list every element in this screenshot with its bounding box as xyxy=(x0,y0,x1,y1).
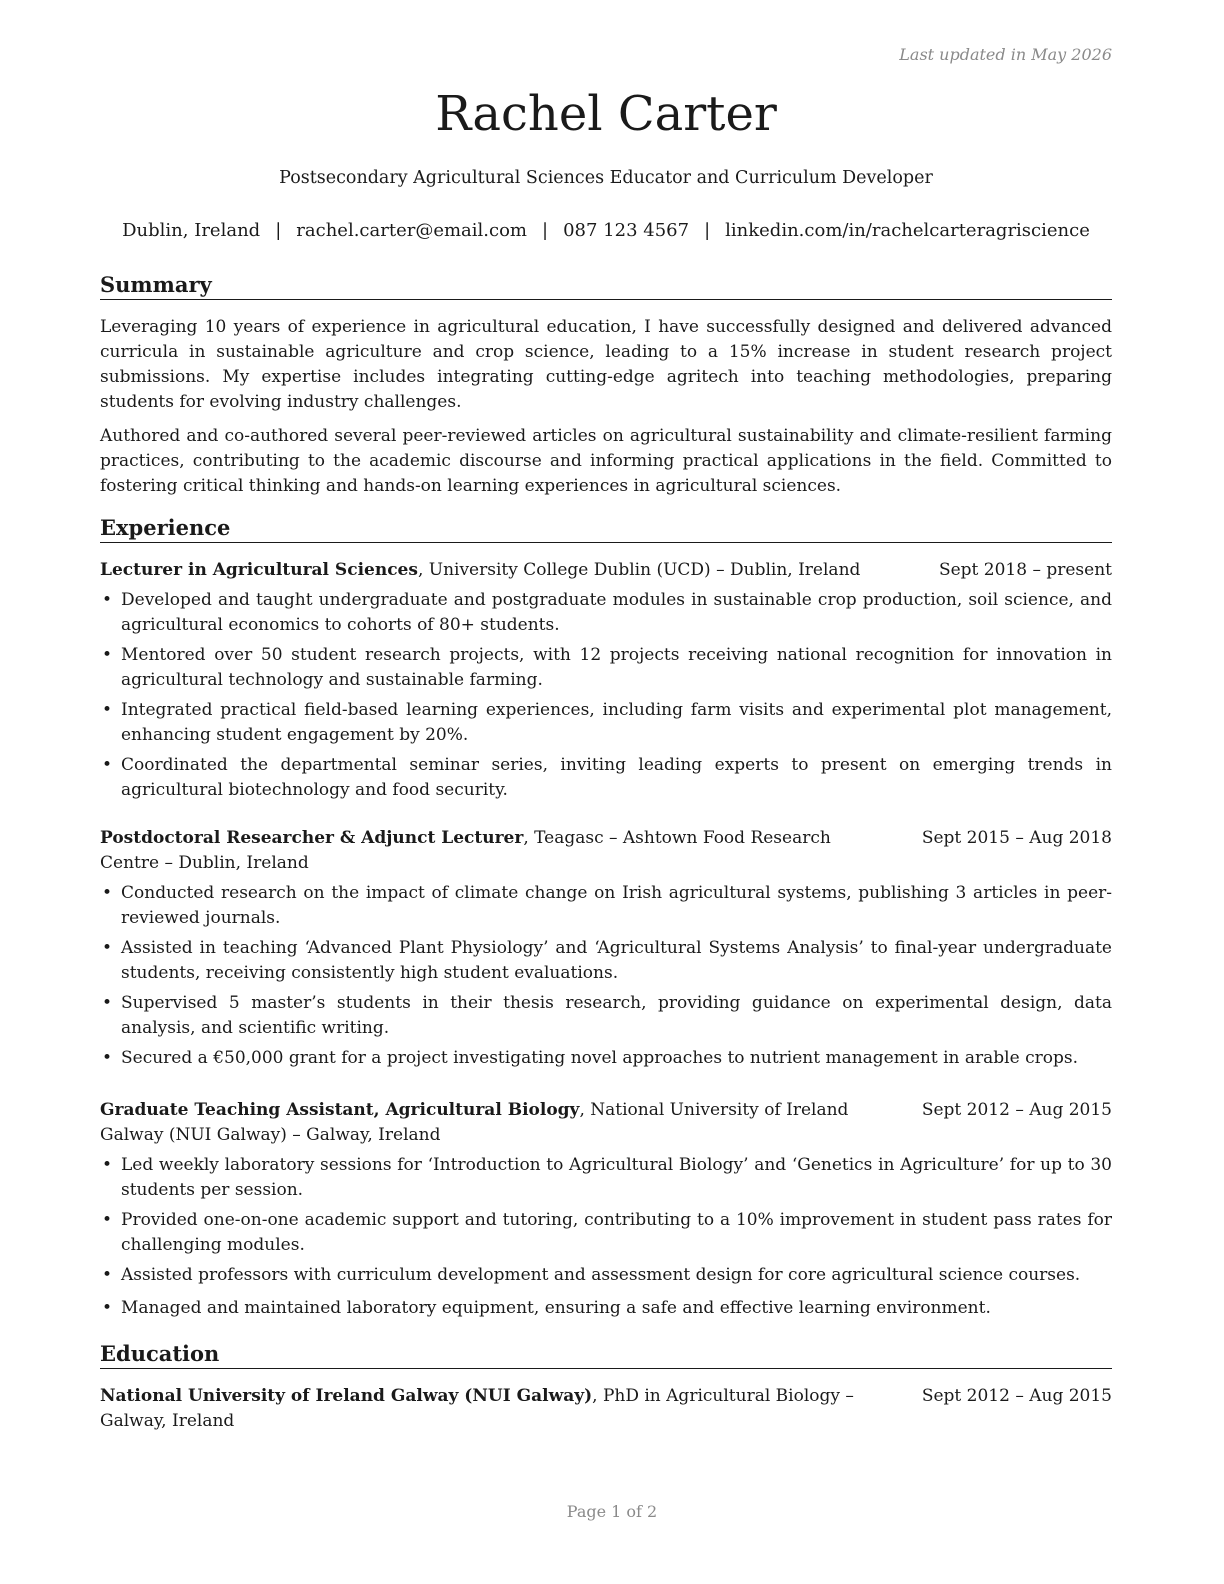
job-dates: Sept 2018 – present xyxy=(938,560,1112,580)
contact-separator: | xyxy=(275,220,282,241)
job-dates: Sept 2015 – Aug 2018 xyxy=(921,828,1112,848)
summary-paragraph: Leveraging 10 years of experience in agricultural education, I have successfully designed and delivered advanced curricula in sustainable agriculture and crop science, leading to a 15% increase in student research project submissions. My expertise includes integrating cutting-edge agritech into teaching methodologies, preparing students for evolving industry challenges. xyxy=(100,317,1112,412)
school-name: National University of Ireland Galway (NUI Galway) xyxy=(100,1386,593,1406)
summary-heading: Summary xyxy=(100,272,1112,300)
job-dates: Sept 2012 – Aug 2015 xyxy=(921,1100,1112,1120)
education-heading: Education xyxy=(100,1341,1112,1369)
job-bullet: • Mentored over 50 student research projects, with 12 projects receiving national recognition for innovation in agricultural technology and sustainable farming. xyxy=(100,643,1112,693)
experience-entry-header xyxy=(100,1098,1112,1148)
job-bullet: • Coordinated the departmental seminar series, inviting leading experts to present on emerging trends in agricultural biotechnology and food security. xyxy=(100,753,1112,803)
job-organization: , National University of Ireland Galway (NUI Galway) – Galway, Ireland xyxy=(100,1100,849,1145)
job-bullet: • Secured a €50,000 grant for a project investigating novel approaches to nutrient management in arable crops. xyxy=(100,1046,1112,1071)
job-bullet-list xyxy=(100,588,1112,808)
job-bullet: • Provided one-on-one academic support and tutoring, contributing to a 10% improvement in student pass rates for challenging modules. xyxy=(100,1208,1112,1258)
education-entry-header xyxy=(100,1384,1112,1434)
page-number: Page 1 of 2 xyxy=(566,1502,658,1521)
job-title: Graduate Teaching Assistant, Agricultural Biology xyxy=(100,1100,580,1120)
contact-separator: | xyxy=(542,220,549,241)
job-bullet: • Integrated practical field-based learning experiences, including farm visits and experimental plot management, enhancing student engagement by 20%. xyxy=(100,698,1112,748)
candidate-name: Rachel Carter xyxy=(435,86,777,142)
candidate-headline: Postsecondary Agricultural Sciences Educator and Curriculum Developer xyxy=(279,168,933,188)
job-bullet: • Supervised 5 master’s students in their thesis research, providing guidance on experimental design, data analysis, and scientific writing. xyxy=(100,991,1112,1041)
experience-heading: Experience xyxy=(100,515,1112,543)
contact-separator: | xyxy=(704,220,711,241)
contact-line xyxy=(100,220,1112,241)
job-bullet: • Led weekly laboratory sessions for ‘Introduction to Agricultural Biology’ and ‘Genetics in Agriculture’ for up to 30 students per session. xyxy=(100,1153,1112,1203)
experience-entry-header xyxy=(100,826,1112,876)
job-bullet: • Assisted professors with curriculum development and assessment design for core agricultural science courses. xyxy=(100,1263,1112,1288)
job-title: Lecturer in Agricultural Sciences xyxy=(100,560,418,580)
contact-location: Dublin, Ireland xyxy=(122,220,261,241)
job-bullet: • Managed and maintained laboratory equipment, ensuring a safe and effective learning environment. xyxy=(100,1296,1112,1321)
job-bullet-list xyxy=(100,1153,1112,1326)
job-bullet: • Assisted in teaching ‘Advanced Plant Physiology’ and ‘Agricultural Systems Analysis’ to final-year undergraduate students, receiving consistently high student evaluations. xyxy=(100,936,1112,986)
contact-linkedin[interactable]: linkedin.com/in/rachelcarteragriscience xyxy=(725,220,1090,241)
summary-paragraph: Authored and co-authored several peer-reviewed articles on agricultural sustainability and climate-resilient farming practices, contributing to the academic discourse and informing practical applications in the field. Committed to fostering critical thinking and hands-on learning experiences in agricultural sciences. xyxy=(100,426,1112,496)
job-bullet: • Developed and taught undergraduate and postgraduate modules in sustainable crop production, soil science, and agricultural economics to cohorts of 80+ students. xyxy=(100,588,1112,638)
job-bullet-list xyxy=(100,881,1112,1076)
last-updated-note: Last updated in May 2026 xyxy=(899,45,1112,64)
job-organization: , Teagasc – Ashtown Food Research Centre – Dublin, Ireland xyxy=(100,828,831,873)
contact-email[interactable]: rachel.carter@email.com xyxy=(296,220,528,241)
degree-detail: , PhD in Agricultural Biology – Galway, Ireland xyxy=(100,1386,854,1431)
job-organization: , University College Dublin (UCD) – Dublin, Ireland xyxy=(417,560,861,580)
experience-entry-header xyxy=(100,558,1112,583)
contact-phone[interactable]: 087 123 4567 xyxy=(563,220,690,241)
job-title: Postdoctoral Researcher & Adjunct Lecturer xyxy=(100,828,524,848)
job-bullet: • Conducted research on the impact of climate change on Irish agricultural systems, publishing 3 articles in peer-reviewed journals. xyxy=(100,881,1112,931)
education-dates: Sept 2012 – Aug 2015 xyxy=(921,1386,1112,1406)
